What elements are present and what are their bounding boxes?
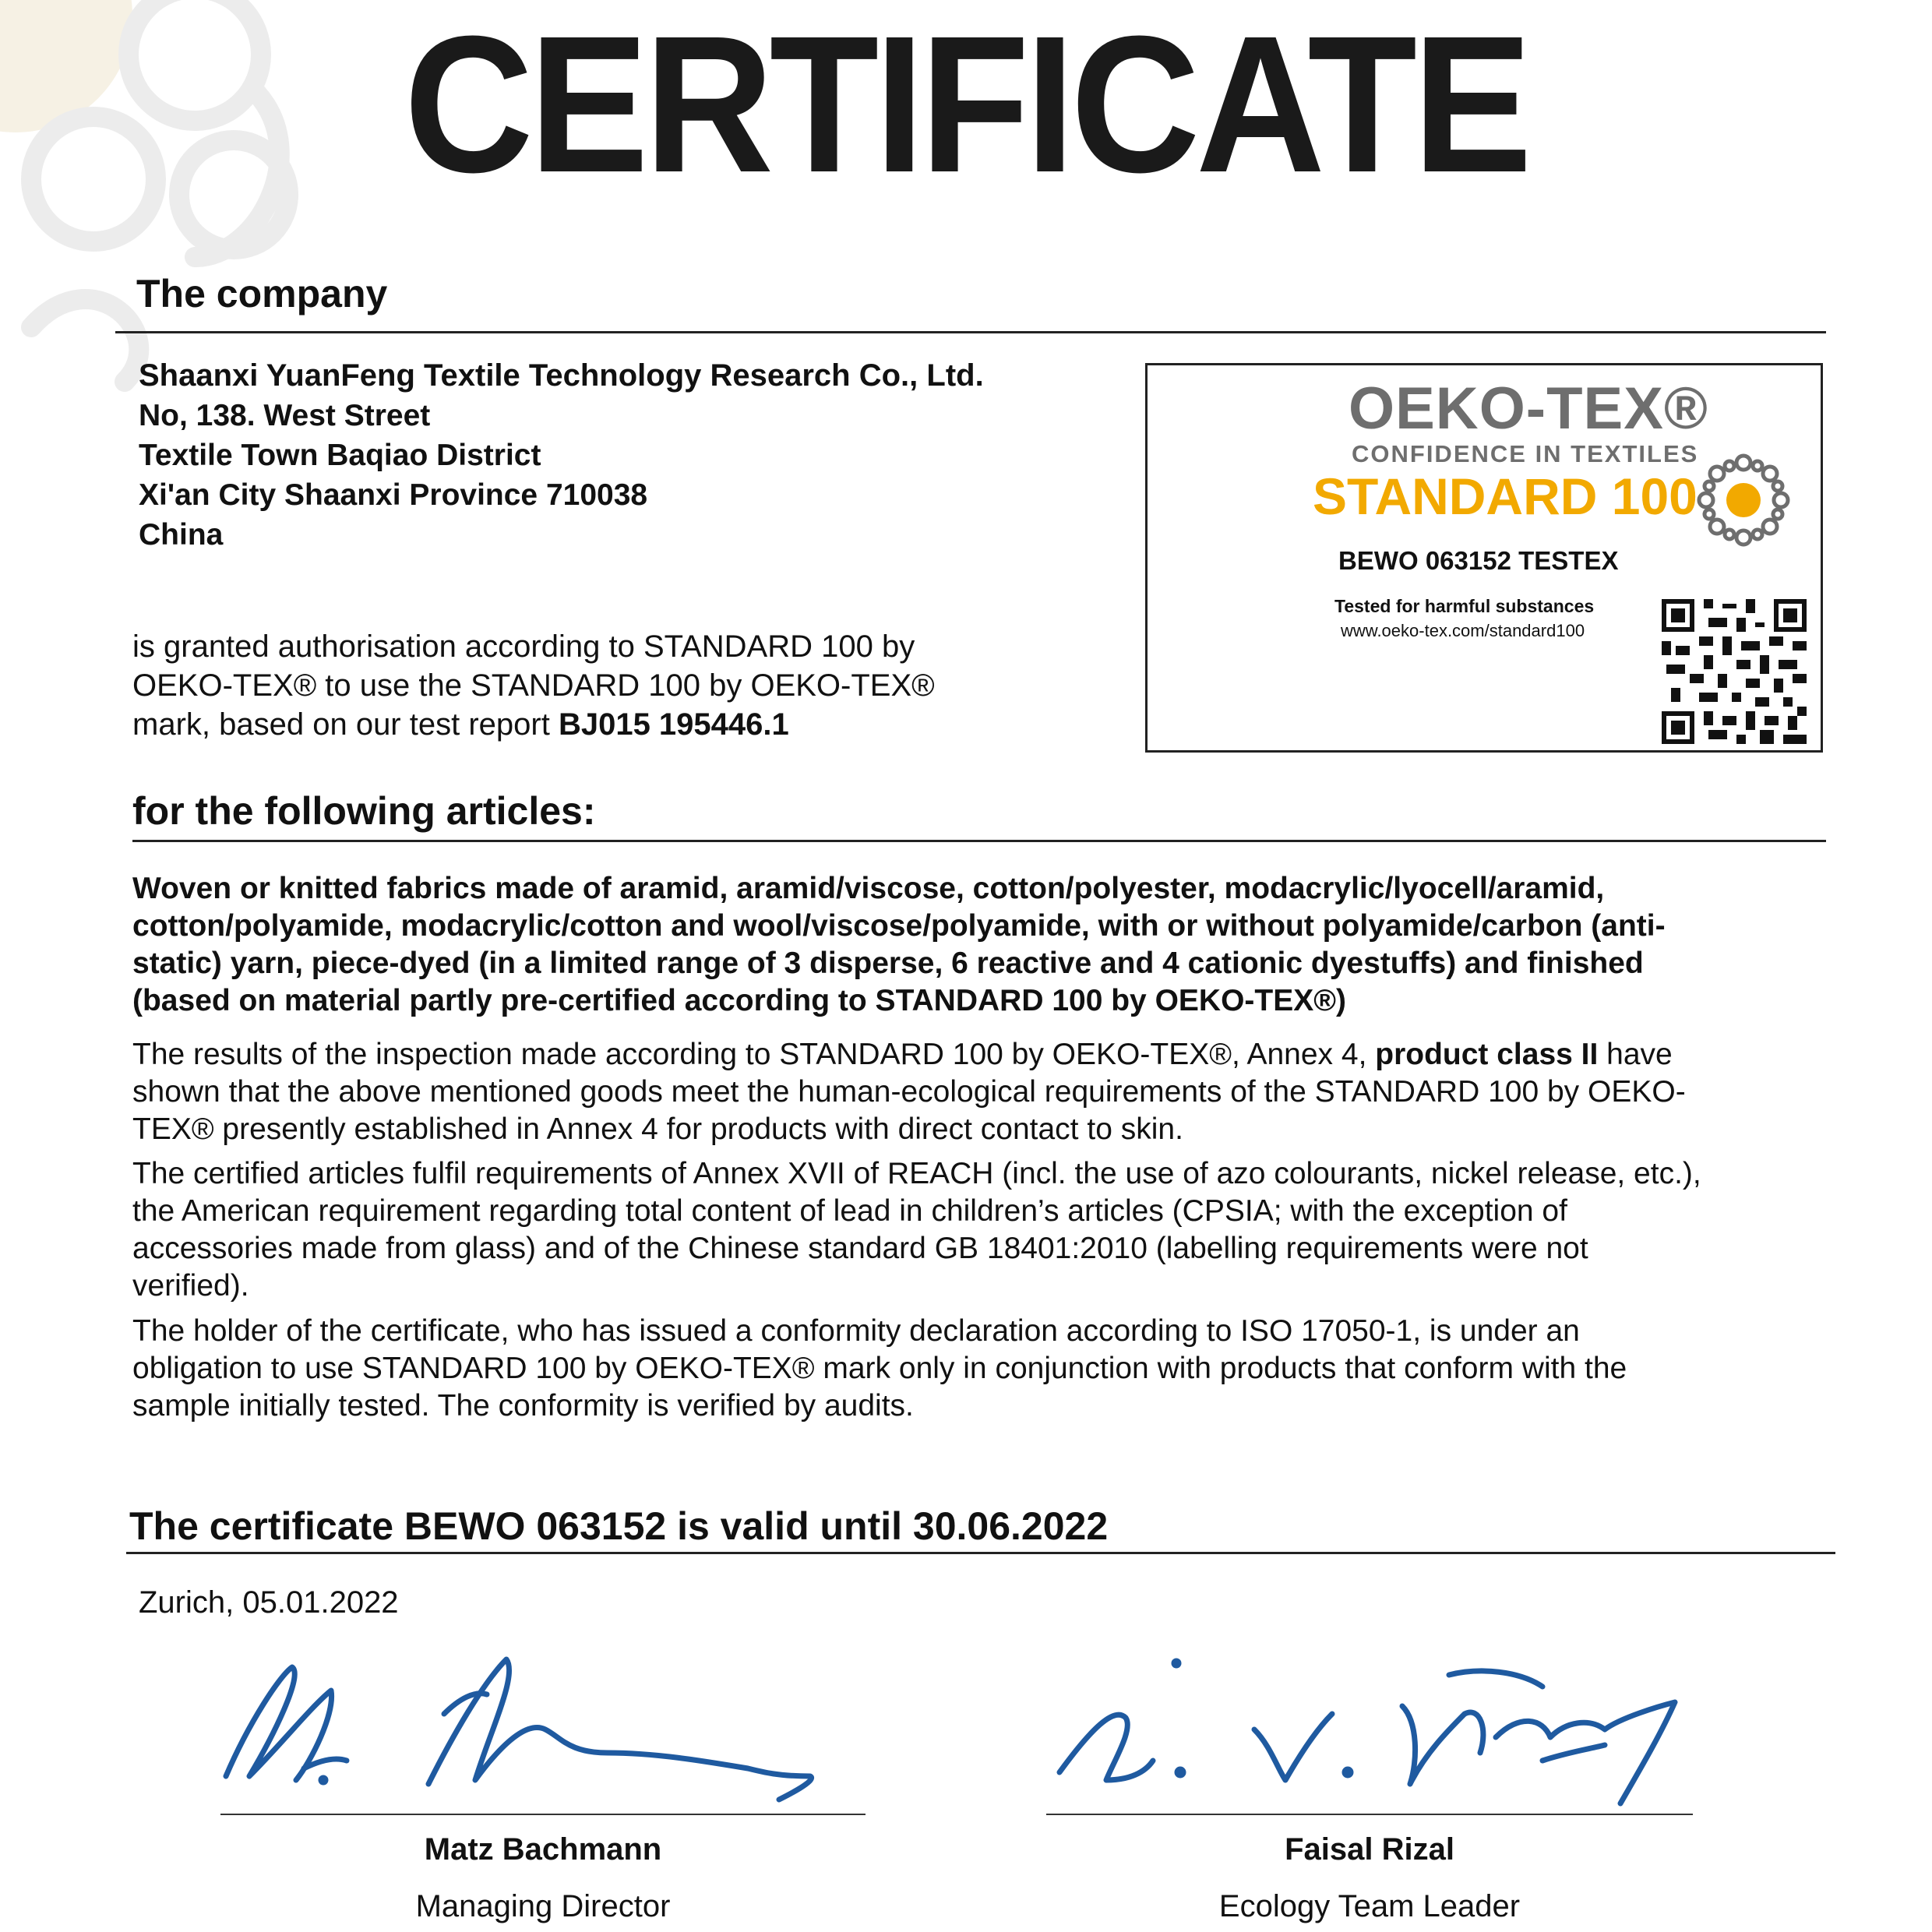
- articles-line: cotton/polyamide, modacrylic/cotton and wool/viscose/polyamide, with or without polyamide/carbon (anti-: [132, 909, 1666, 943]
- reach-line: accessories made from glass) and of the Chinese standard GB 18401:2010 (labelling requirements were not: [132, 1232, 1588, 1265]
- results-suffix: have: [1598, 1038, 1673, 1071]
- company-name: Shaanxi YuanFeng Textile Technology Research Co., Ltd.: [139, 358, 984, 393]
- oeko-tex-brand: OEKO-TEX®: [1349, 375, 1708, 442]
- address-line: No, 138. West Street: [139, 399, 431, 432]
- signature-line-1: [220, 1814, 866, 1815]
- holder-line: obligation to use STANDARD 100 by OEKO-TEX® mark only in conjunction with products that conform with the: [132, 1352, 1627, 1385]
- product-class: product class II: [1375, 1038, 1599, 1071]
- test-report-number: BJ015 195446.1: [558, 707, 789, 742]
- articles-line: static) yarn, piece-dyed (in a limited range of 3 disperse, 6 reactive and 4 cationic dyestuffs) and finished: [132, 947, 1644, 980]
- address-line: China: [139, 518, 224, 552]
- company-address: [139, 396, 647, 555]
- standard-100-label: STANDARD 100: [1313, 467, 1698, 525]
- address-line: Textile Town Baqiao District: [139, 439, 541, 472]
- signatory-role-2: Ecology Team Leader: [1218, 1889, 1521, 1923]
- validity-statement: The certificate BEWO 063152 is valid until 30.06.2022: [129, 1504, 1109, 1548]
- results-prefix: The results of the inspection made according to STANDARD 100 by OEKO-TEX®, Annex 4,: [132, 1038, 1376, 1071]
- oeko-tex-label: [1145, 363, 1823, 753]
- results-line: [132, 1036, 1686, 1074]
- results-line: TEX® presently established in Annex 4 for products with direct contact to skin.: [132, 1112, 1183, 1146]
- oeko-tex-url: www.oeko-tex.com/standard100: [1341, 621, 1585, 640]
- holder-text: [132, 1313, 1627, 1425]
- signature-matz-bachmann: [218, 1644, 873, 1823]
- authorisation-line: [132, 705, 935, 744]
- holder-line: sample initially tested. The conformity is verified by audits.: [132, 1389, 914, 1423]
- company-heading: The company: [136, 272, 388, 316]
- articles-line: Woven or knitted fabrics made of aramid, aramid/viscose, cotton/polyester, modacrylic/lyocell/aramid,: [132, 872, 1605, 905]
- articles-line: (based on material partly pre-certified according to STANDARD 100 by OEKO-TEX®): [132, 984, 1346, 1017]
- signatory-name-1: Matz Bachmann: [424, 1832, 662, 1867]
- signature-line-2: [1046, 1814, 1693, 1815]
- articles-heading: for the following articles:: [132, 789, 596, 833]
- signature-faisal-rizal: [1044, 1644, 1714, 1823]
- signatory-name-2: Faisal Rizal: [1285, 1832, 1454, 1867]
- articles-description: [132, 870, 1666, 1020]
- label-certificate-id: BEWO 063152 TESTEX: [1338, 546, 1619, 575]
- company-rule: [115, 331, 1826, 333]
- articles-rule: [132, 840, 1826, 842]
- results-text: [132, 1036, 1686, 1148]
- reach-line: The certified articles fulfil requirements of Annex XVII of REACH (incl. the use of azo colourants, nickel release, etc.),: [132, 1157, 1701, 1190]
- address-line: Xi'an City Shaanxi Province 710038: [139, 478, 648, 512]
- authorisation-line: OEKO-TEX® to use the STANDARD 100 by OEKO-TEX®: [132, 668, 935, 703]
- place-date: Zurich, 05.01.2022: [139, 1585, 399, 1620]
- validity-rule: [126, 1552, 1835, 1554]
- signatory-role-1: Managing Director: [415, 1889, 671, 1923]
- authorisation-prefix: mark, based on our test report: [132, 707, 559, 742]
- authorisation-line: is granted authorisation according to STANDARD 100 by: [132, 629, 915, 664]
- holder-line: The holder of the certificate, who has issued a conformity declaration according to ISO 17050-1, is under an: [132, 1314, 1580, 1348]
- flower-emblem-icon: [1693, 450, 1794, 551]
- results-line: shown that the above mentioned goods meet the human-ecological requirements of the STANDARD 100 by OEKO-: [132, 1075, 1686, 1109]
- tested-text: Tested for harmful substances: [1334, 596, 1595, 616]
- authorisation-text: [132, 627, 935, 744]
- reach-text: [132, 1155, 1701, 1305]
- oeko-tex-tagline: CONFIDENCE IN TEXTILES: [1352, 440, 1699, 467]
- qr-code-icon: [1662, 599, 1807, 744]
- reach-line: verified).: [132, 1269, 249, 1303]
- reach-line: the American requirement regarding total content of lead in children’s articles (CPSIA; with the exception of: [132, 1194, 1567, 1228]
- certificate-title: CERTIFICATE: [404, 0, 1528, 213]
